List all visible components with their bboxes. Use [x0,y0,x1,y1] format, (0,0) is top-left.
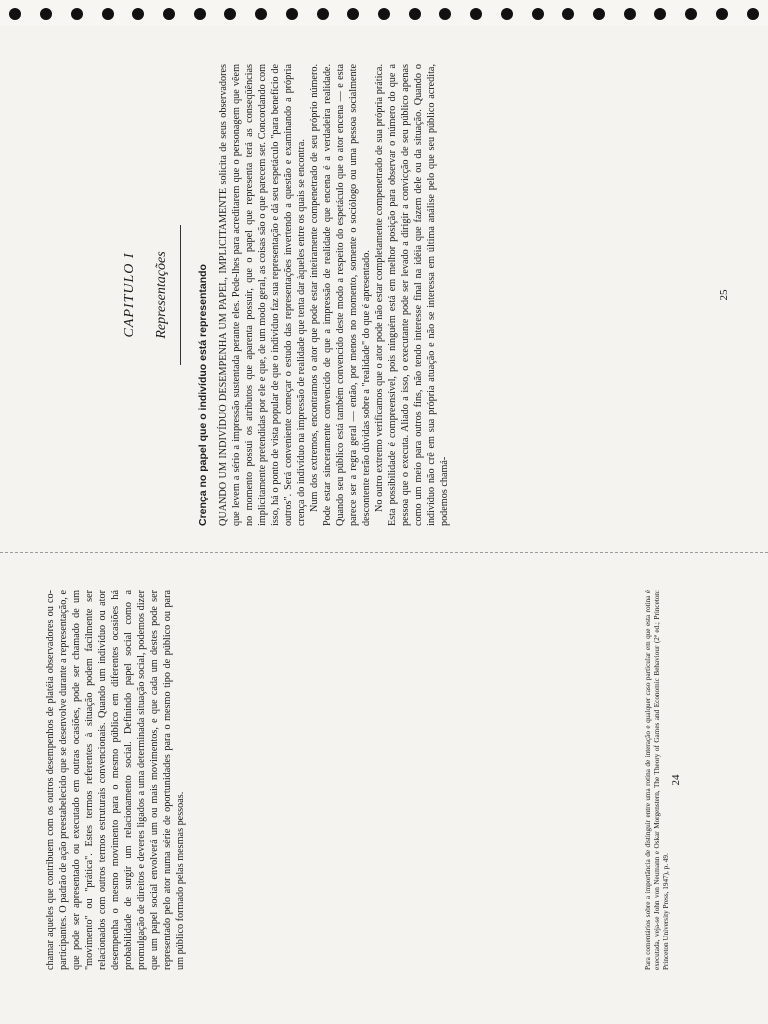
binding-hole [470,8,482,20]
binding-hole [317,8,329,20]
binding-hole [654,8,666,20]
binding-hole [194,8,206,20]
chapter-title: CAPITULO I [122,252,137,338]
binding-hole [409,8,421,20]
paragraph-2: Num dos extremos, encontramos o ator que pode estar inteiramente compenetrado de seu próprio número. Pode estar sinceramente convencido de que a impressão de realidade que encena é a verdadeira realidade. Quando seu público está também convencido deste modo a respeito do espetáculo que o ator encena — e esta parece ser a regra geral — então, por menos no momento, somente o sociólogo ou uma pessoa socialmente descontente terão dúvidas sobre a "realidade" do que é apresentado. [309,64,372,526]
section-heading: Crença no papel que o indivíduo está representando [197,264,209,526]
binding-hole [747,8,759,20]
binding-hole [224,8,236,20]
binding-hole [562,8,574,20]
page-25 [34,40,734,550]
binding-hole [378,8,390,20]
title-rule [180,225,181,365]
binding-hole [685,8,697,20]
binding-hole [501,8,513,20]
binding-hole [163,8,175,20]
binding-hole [9,8,21,20]
spiral-binding [0,0,768,26]
binding-hole [102,8,114,20]
page-24-text: chamar aqueles que contribuem com os outros desempenhos de platéia observadores ou co-participantes. O padrão de ação preestabelecido que se desenvolve durante a representação, e que pode ser apresentado ou executado em outras ocasiões, pode ser chamado de um "movimento" ou "prática". Estes termos referentes à situação podem facilmente ser relacionados com outros termos estruturais convencionais. Quando um indivíduo ou ator desempenha o mesmo movimento para o mesmo público em diferentes ocasiões há probabilidade de surgir um relacionamento social. Definindo papel social como a promulgação de direitos e deveres ligados a uma determinada situação social, podemos dizer que um papel social envolverá um ou mais movimentos, e que cada um destes pode ser representado pelo ator numa série de oportunidades para o mesmo tipo de público ou para um público formado pelas mesmas pessoas. [45,590,186,970]
page-number-25: 25 [718,289,730,301]
binding-hole [255,8,267,20]
binding-hole [624,8,636,20]
page-24 [34,570,734,990]
page-number-24: 24 [670,774,682,786]
binding-hole [71,8,83,20]
footnote: Para comentários sobre a importância de distinguir entre uma rotina de interação e qualquer caso particular em que esta rotina é executada, veja-se John von Neumann e Oskar Morgenstern, The Theory of Games and Economic Behaviour (2ª ed.; Princeton: Princeton University Press, 1947), p. 49. [644,590,670,970]
binding-hole [716,8,728,20]
chapter-subtitle: Representações [154,251,169,339]
binding-hole [286,8,298,20]
binding-hole [439,8,451,20]
binding-hole [347,8,359,20]
paragraph-1: QUANDO UM INDIVÍDUO DESEMPENHA UM PAPEL, IMPLICITAMENTE solicita de seus observadores que levem a sério a impressão sustentada perante eles. Pede-lhes para acreditarem que o personagem que vêem no momento possui os atributos que aparenta possuir, que o papel que representa terá as conseqüências implicitamente pretendidas por ele e que, de um modo geral, as coisas são o que parecem ser. Concordando com isso, há o ponto de vista popular de que o indivíduo faz sua representação e dá seu espetáculo "para benefício de outros". Será conveniente começar o estudo das representações invertendo a questão e examinando a própria crença do indivíduo na impressão de realidade que tenta dar àqueles entre os quais se encontra. [218,64,307,526]
binding-hole [532,8,544,20]
binding-hole [593,8,605,20]
page-divider [0,552,768,553]
paragraph-3: No outro extremo verificamos que o ator pode não estar completamente compenetrado de sua própria prática. Esta possibilidade é compreensível, pois ninguém está em melhor posição para observar o número do que a pessoa que o executa. Aliado a isso, o executante pode ser levado a dirigir a convicção de seu público apenas como um meio para outros fins, não tendo interesse final na idéia que fazem dele ou da situação. Quando o indivíduo não crê em sua própria atuação e não se interessa em última análise pelo que seu público acredita, podemos chamá- [374,64,450,526]
binding-hole [40,8,52,20]
binding-hole [132,8,144,20]
